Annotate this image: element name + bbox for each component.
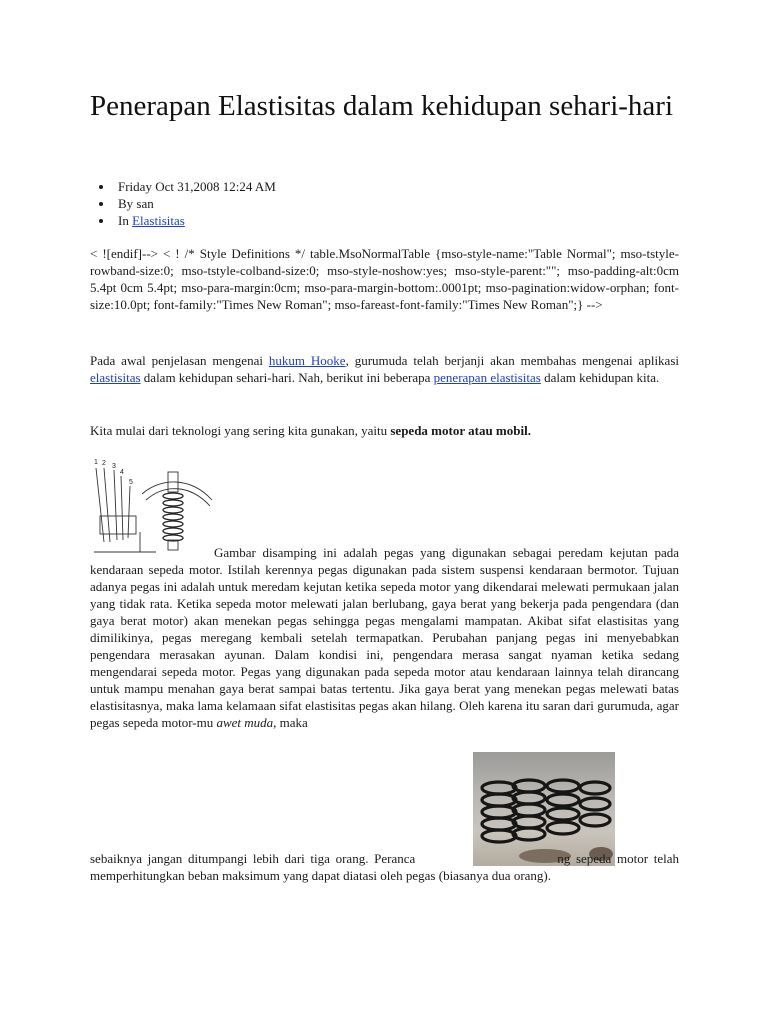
intro-text-1: Pada awal penjelasan mengenai: [90, 353, 269, 368]
spring-4: [580, 782, 610, 826]
vehicle-intro-bold: sepeda motor atau mobil.: [390, 423, 531, 438]
suspension-paragraph: [90, 544, 679, 731]
intro-text-3: dalam kehidupan sehari-hari. Nah, berikut ini beberapa: [140, 370, 434, 385]
springs-group: [482, 780, 610, 842]
diagram-line-5: [128, 486, 130, 538]
meta-author: • By san: [114, 195, 276, 212]
closing-text-2: ng sepeda motor telah memperhitungkan beban maksimum yang dapat diatasi oleh pegas (biasanya dua orang).: [90, 851, 679, 883]
suspension-italic: awet muda: [216, 715, 274, 730]
penerapan-elastisitas-link[interactable]: penerapan elastisitas: [433, 370, 541, 385]
diagram-fork-block: [100, 516, 136, 534]
diagram-spring: [163, 493, 183, 541]
intro-text-2: , gurumuda telah berjanji akan membahas mengenai aplikasi: [345, 353, 679, 368]
diagram-label-1: 1: [94, 459, 98, 466]
diagram-line-4: [121, 476, 123, 540]
closing-text-1: sebaiknya jangan ditumpangi lebih dari tiga orang. Peranca: [90, 851, 416, 866]
spring-3: [547, 780, 579, 834]
diagram-line-2: [104, 468, 110, 542]
hukum-hooke-link[interactable]: hukum Hooke: [268, 353, 346, 368]
elastisitas-link[interactable]: elastisitas: [90, 370, 141, 385]
article-meta-list: [90, 178, 276, 229]
diagram-frame-curve: [142, 482, 212, 500]
intro-paragraph: [90, 352, 679, 386]
diagram-label-3: 3: [112, 463, 116, 470]
meta-date: • Friday Oct 31,2008 12:24 AM: [114, 178, 276, 195]
mso-style-text: < ![endif]--> < ! /* Style Definitions */ table.MsoNormalTable {mso-style-name:"Table Normal"; mso-tstyle-rowband-size:0; mso-tstyle-colband-size:0; mso-style-noshow:yes; mso-style-parent:""; mso-padding-alt:0cm 5.4pt 0cm 5.4pt; mso-para-margin:0cm; mso-para-margin-bottom:.0001pt; mso-pagination:widow-orphan; font-size:10.0pt; font-family:"Times New Roman"; mso-fareast-font-family:"Times New Roman";} -->: [90, 246, 679, 312]
intro-text-4: dalam kehidupan kita.: [540, 370, 660, 385]
diagram-label-5: 5: [129, 479, 133, 486]
vehicle-intro-text: Kita mulai dari teknologi yang sering kita gunakan, yaitu: [90, 423, 391, 438]
category-link[interactable]: Elastisitas: [132, 213, 185, 228]
meta-category-prefix: In: [118, 213, 129, 228]
coil-springs-photo: [473, 752, 615, 866]
suspension-text: Gambar disamping ini adalah pegas yang digunakan sebagai peredam kejutan pada kendaraan sepeda motor. Istilah kerennya pegas digunakan pada sistem suspensi kendaraan bermotor. Tujuan adanya pegas ini adalah untuk meredam kejutan ketika sepeda motor yang dikendarai melewati permukaan jalan yang tidak rata. Ketika sepeda motor melewati jalan berlubang, gaya berat yang bekerja pada pengendara (dan gaya berat motor) akan menekan pegas sehingga pegas mengalami mampatan. Akibat sifat elastisitas yang dimilikinya, pegas meregang kembali setelah termapatkan. Perubahan panjang pegas ini menyebabkan pengendara merasakan ayunan. Dalam kondisi ini, pengendara merasa sangat nyaman ketika sedang mengendarai sepeda motor. Pegas yang digunakan pada sepeda motor atau kendaraan lainnya telah dirancang untuk mampu menahan gaya berat sampai batas tertentu. Jika gaya berat yang menekan pegas melewati batas elastisitasnya, maka lama kelamaan sifat elastisitas pegas akan hilang. Oleh karena itu saran dari gurumuda, agar pegas sepeda motor-mu: [90, 545, 679, 730]
suspension-diagram-image: [90, 454, 216, 556]
diagram-line-3: [114, 470, 117, 540]
closing-paragraph: [90, 850, 679, 884]
article-title: Penerapan Elastisitas dalam kehidupan sehari-hari: [90, 90, 674, 122]
suspension-text-end: , maka: [273, 715, 308, 730]
spring-2: [513, 780, 545, 840]
spring-1: [482, 782, 516, 842]
vehicle-intro-paragraph: [90, 422, 679, 439]
meta-category: [114, 212, 276, 229]
diagram-label-2: 2: [102, 460, 106, 467]
diagram-label-4: 4: [120, 469, 124, 476]
